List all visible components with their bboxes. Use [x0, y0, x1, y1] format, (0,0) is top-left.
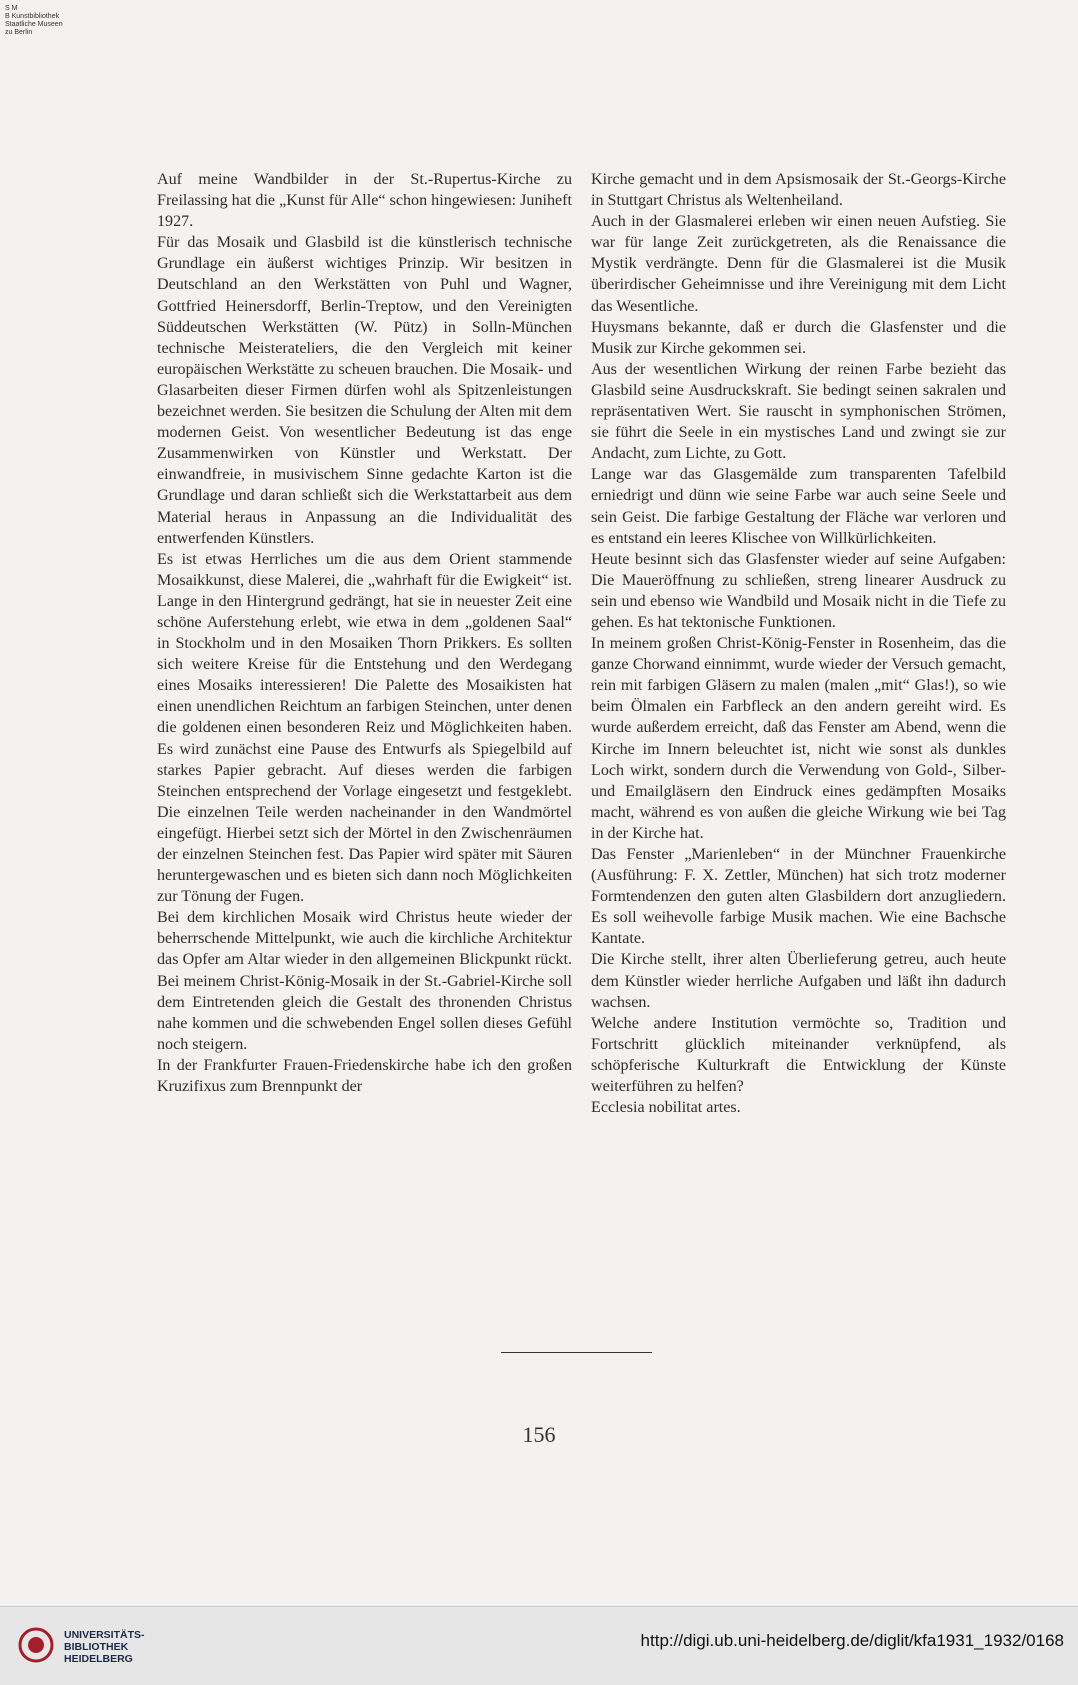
paragraph: In der Frankfurter Frauen-Friedenskirche habe ich den großen Kruzifixus zum Brennpunkt der [157, 1056, 572, 1096]
paragraph: Es ist etwas Herrliches um die aus dem Orient stammende Mosaikkunst, diese Malerei, die „wahrhaft für die Ewigkeit“ ist. Lange in den Hintergrund gedrängt, hat sie in neuester Zeit eine schöne Auferstehung erlebt, wie etwa in dem „goldenen Saal“ in Stockholm und in den Mosaiken Thorn Prikkers. Es sollten sich weitere Kreise für die Entstehung und den Werdegang eines Mosaiks interessieren! Die Palette des Mosaikisten hat einen unendlichen Reichtum an farbigen Steinchen, unter denen die goldenen einen besonderen Reiz und Möglichkeiten haben. Es wird zunächst eine Pause des Entwurfs als Spiegelbild auf starkes Papier gebracht. Auf dieses werden die farbigen Steinchen entsprechend der Vorlage eingesetzt und festgeklebt. Die einzelnen Teile werden nacheinander in den Wandmörtel eingefügt. Hierbei setzt sich der Mörtel in den Zwischenräumen der einzelnen Steinchen fest. Das Papier wird später mit Säuren heruntergewaschen und es bieten sich dann noch Möglichkeiten zur Tönung der Fugen. [157, 550, 572, 906]
stamp-line: zu Berlin [5, 29, 33, 36]
paragraph: Auch in der Glasmalerei erleben wir einen neuen Aufstieg. Sie war für lange Zeit zurückgetreten, als die Renaissance die Mystik verdrängte. Denn für die Glasmalerei ist die Musik überirdischer Geheimnisse und ihre Vereinigung mit dem Licht das Wesentliche. [591, 213, 1006, 315]
library-name-line: BIBLIOTHEK [64, 1641, 129, 1653]
paragraph: Huysmans bekannte, daß er durch die Glasfenster und die Musik zur Kirche gekommen sei. [591, 318, 1006, 357]
library-stamp [5, 5, 63, 37]
paragraph: Für das Mosaik und Glasbild ist die künstlerisch technische Grundlage ein äußerst wichtiges Prinzip. Wir besitzen in Deutschland an den Werkstätten von Puhl und Wagner, Gottfried Heinersdorff, Berlin-Treptow, und den Vereinigten Süddeutschen Werkstätten (W. Pütz) in Solln-München technische Meisterateliers, die den Vergleich mit keiner europäischen Werkstätte zu scheuen brauchen. Die Mosaik- und Glasarbeiten dieser Firmen dürfen wohl als Spitzenleistungen bezeichnet werden. Sie besitzen die Schulung der Alten mit dem modernen Geist. Von wesentlicher Bedeutung ist das enge Zusammenwirken von Künstler und Werkstatt. Der einwandfreie, in musivischem Sinne gedachte Karton ist die Grundlage und daran schließt sich die Werkstattarbeit aus dem Material heraus in Anpassung an die Individualität des entwerfenden Künstlers. [157, 234, 572, 547]
paragraph: Welche andere Institution vermöchte so, Tradition und Fortschritt glücklich miteinander verknüpfend, als schöpferische Kulturkraft die Entwicklung der Künste weiterführen zu helfen? [591, 1014, 1006, 1096]
stamp-line: S M [5, 5, 18, 12]
library-name-line: UNIVERSITÄTS- [64, 1629, 145, 1641]
paragraph: Die Kirche stellt, ihrer alten Überlieferung getreu, auch heute dem Künstler wieder herrliche Aufgaben und läßt ihn dadurch wachsen. [591, 951, 1006, 1011]
paragraph: Lange war das Glasgemälde zum transparenten Tafelbild erniedrigt und dünn wie seine Farbe war auch seine Seele und sein Geist. Die farbige Gestaltung der Fläche war verloren und es entstand ein leeres Klischee von Willkürlichkeiten. [591, 466, 1006, 547]
paragraph: Ecclesia nobilitat artes. [591, 1099, 741, 1117]
text-column-left [157, 169, 572, 1097]
text-column-right [591, 169, 1006, 1118]
viewer-footer [0, 1606, 1078, 1685]
university-logo-icon [18, 1627, 54, 1663]
paragraph: Das Fenster „Marienleben“ in der Münchner Frauenkirche (Ausführung: F. X. Zettler, München) hat sich trotz moderner Formtendenzen den guten alten Glasbildern dort anzugliedern. Es soll weihevolle farbige Musik machen. Wie eine Bachsche Kantate. [591, 846, 1006, 948]
section-divider [501, 1352, 652, 1353]
stamp-line: Staatliche Museen [5, 21, 63, 28]
paragraph: Auf meine Wandbilder in der St.-Rupertus-Kirche zu Freilassing hat die „Kunst für Alle“ schon hingewiesen: Juniheft 1927. [157, 171, 572, 231]
source-url-link[interactable]: http://digi.ub.uni-heidelberg.de/diglit/kfa1931_1932/0168 [640, 1631, 1064, 1650]
paragraph: In meinem großen Christ-König-Fenster in Rosenheim, das die ganze Chorwand einnimmt, wurde wieder der Versuch gemacht, rein mit farbigen Gläsern zu malen (malen „mit“ Glas!), so wie beim Ölmalen ein Farbfleck an den andern gereiht wird. Es wurde außerdem erreicht, daß das Fenster am Abend, wenn die Kirche im Innern beleuchtet ist, nicht wie sonst als dunkles Loch wirkt, sondern durch die Verwendung von Gold-, Silber- und Emailgläsern den Eindruck eines gedämpften Mosaiks macht, während es von außen die gleiche Wirkung wie bei Tag in der Kirche hat. [591, 635, 1006, 842]
paragraph: Kirche gemacht und in dem Apsismosaik der St.-Georgs-Kirche in Stuttgart Christus als Weltenheiland. [591, 171, 1006, 210]
paragraph: Bei dem kirchlichen Mosaik wird Christus heute wieder der beherrschende Mittelpunkt, wie auch die kirchliche Architektur das Opfer am Altar wieder in den allgemeinen Blickpunkt rückt. Bei meinem Christ-König-Mosaik in der St.-Gabriel-Kirche soll dem Eintretenden gleich die Gestalt des thronenden Christus nahe kommen und die schwebenden Engel sollen dieses Gefühl noch steigern. [157, 909, 572, 1053]
paragraph: Aus der wesentlichen Wirkung der reinen Farbe bezieht das Glasbild seine Ausdruckskraft. Sie bedingt seinen sakralen und repräsentativen Wert. Sie rauscht in symphonischen Strömen, sie führt die Seele in ein mystisches Land und zwingt sie zur Andacht, zum Lichte, zu Gott. [591, 360, 1006, 463]
page-number: 156 [522, 1422, 556, 1447]
library-name-line: HEIDELBERG [64, 1653, 133, 1665]
library-name [64, 1629, 145, 1665]
stamp-line: B Kunstbibliothek [5, 13, 60, 20]
paragraph: Heute besinnt sich das Glasfenster wieder auf seine Aufgaben: Die Maueröffnung zu schließen, streng linearer Ausdruck zu sein und ebenso wie Wandbild und Mosaik nicht in die Tiefe zu gehen. Es hat tektonische Funktionen. [591, 550, 1006, 631]
